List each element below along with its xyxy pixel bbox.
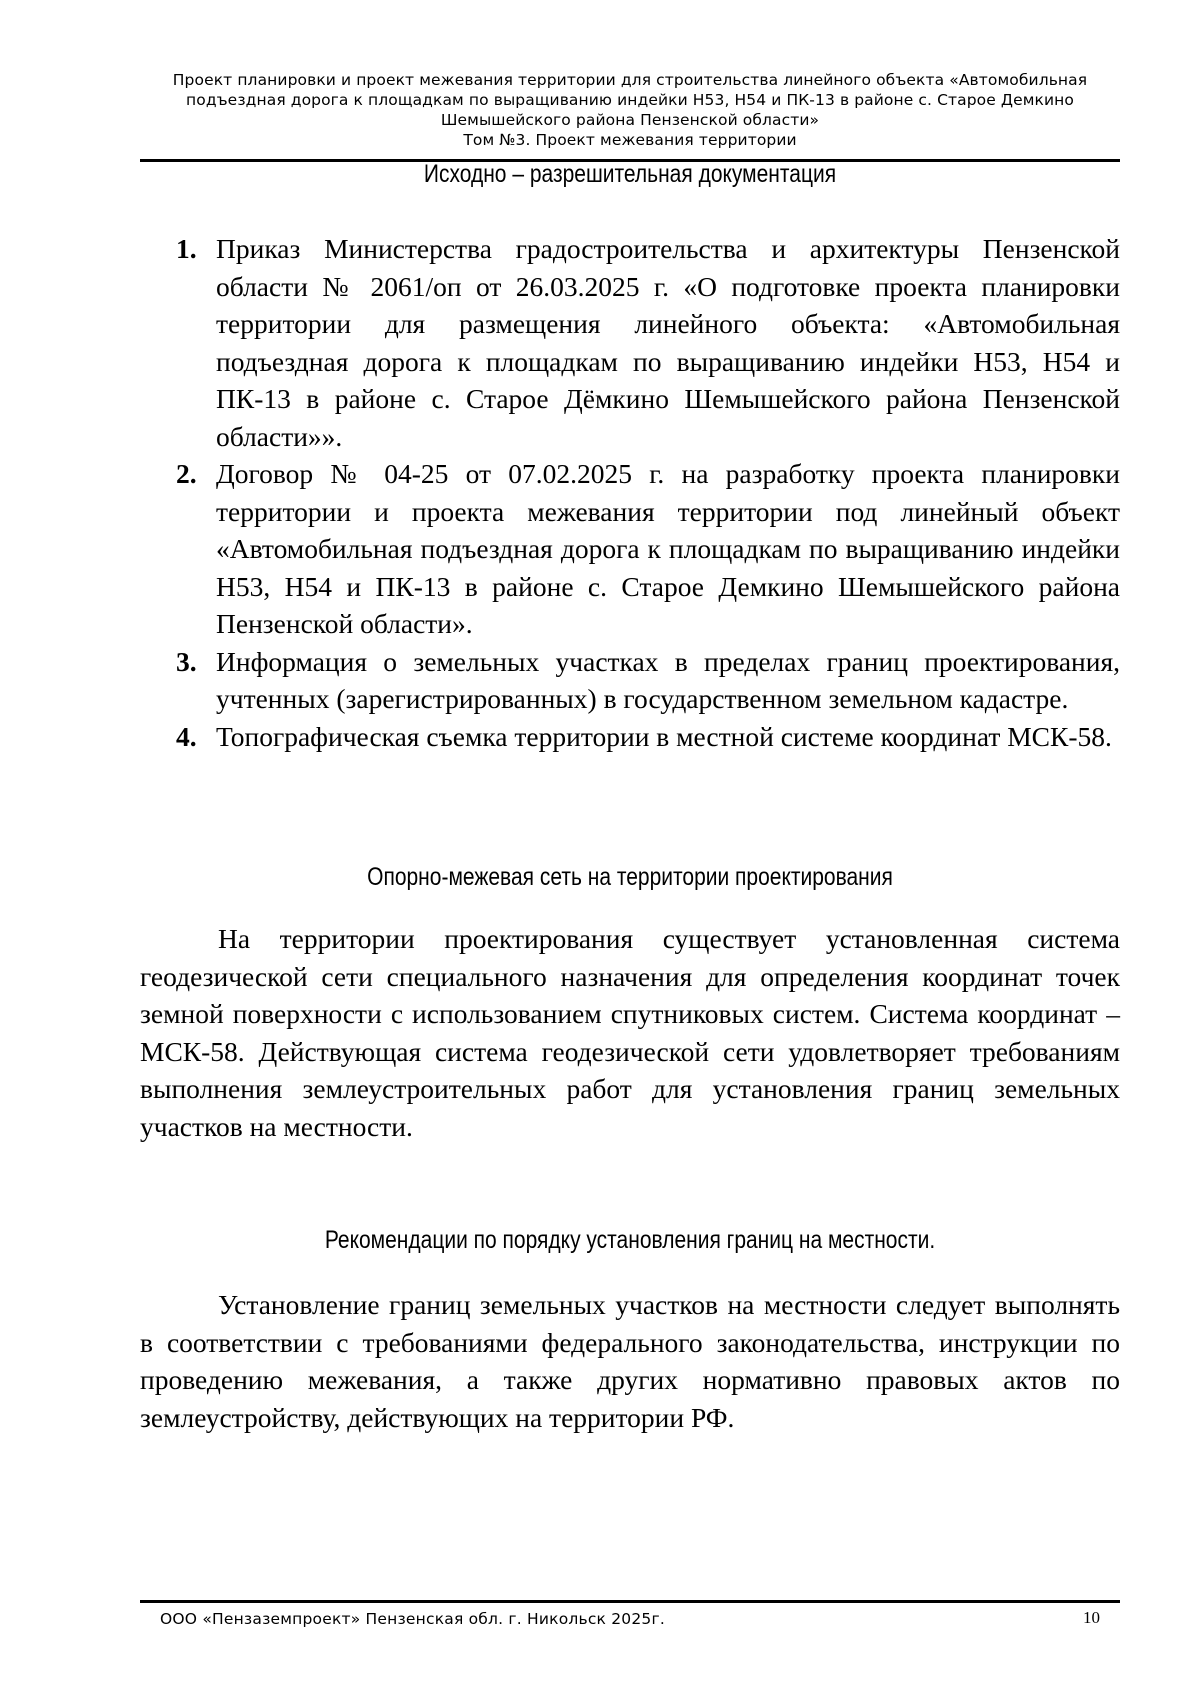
list-item-number: 4. — [176, 720, 197, 752]
header-line-2: подъездная дорога к площадкам по выращиванию индейки Н53, Н54 и ПК-13 в районе с. Старое Демкино — [186, 91, 1074, 109]
list-item — [140, 455, 1120, 643]
list-item-text: Договор № 04-25 от 07.02.2025 г. на разработку проекта планировки территории и проекта межевания территории под линейный объект «Автомобильная подъездная дорога к площадкам по выращиванию индейки Н53, Н54 и ПК-13 в районе с. Старое Демкино Шемышейского района Пензенской области». — [216, 458, 1120, 639]
list-item-number: 1. — [176, 233, 197, 264]
list-item-number: 3. — [176, 645, 197, 677]
page-header — [140, 70, 1120, 150]
list-item-text: Приказ Министерства градостроительства и архитектуры Пензенской области № 2061/оп от 26.03.2025 г. «О подготовке проекта планировки территории для размещения линейного объекта: «Автомобильная подъездная дорога к площадкам по выращиванию индейки Н53, Н54 и ПК-13 в районе с. Старое Дёмкино Шемышейского района Пензенской области»». — [216, 233, 1120, 452]
footer-company: ООО «Пензаземпроект» Пензенская обл. г. Никольск 2025г. — [160, 1610, 665, 1628]
header-line-3: Шемышейского района Пензенской области» — [440, 111, 820, 129]
initial-docs-list — [140, 230, 1120, 755]
header-line-1: Проект планировки и проект межевания территории для строительства линейного объекта «Автомобильная — [172, 71, 1088, 89]
page-number: 10 — [1083, 1608, 1100, 1627]
recommendations-paragraph: Установление границ земельных участков на местности следует выполнять в соответствии с требованиями федерального законодательства, инструкции по проведению межевания, а также других нормативно правовых актов по землеустройству, действующих на территории РФ. — [140, 1289, 1120, 1433]
network-paragraph: На территории проектирования существует установленная система геодезической сети специального назначения для определения координат точек земной поверхности с использованием спутниковых систем. Система координат – МСК-58. Действующая система геодезической сети удовлетворяет требованиям выполнения землеустроительных работ для установления границ земельных участков на местности. — [140, 923, 1120, 1142]
network-heading: Опорно-межевая сеть на территории проектирования — [367, 863, 893, 891]
recommendations-heading: Рекомендации по порядку установления границ на местности. — [324, 1226, 936, 1254]
initial-docs-heading: Исходно – разрешительная документация — [423, 160, 837, 188]
list-item — [140, 718, 1120, 756]
header-line-4: Том №3. Проект межевания территории — [463, 131, 797, 149]
list-item-text: Информация о земельных участках в пределах границ проектирования, учтенных (зарегистрированных) в государственном земельном кадастре. — [216, 645, 1120, 714]
list-item — [140, 643, 1120, 718]
footer-divider — [140, 1600, 1120, 1603]
list-item-text: Топографическая съемка территории в местной системе координат МСК-58. — [216, 720, 1112, 752]
list-item-number: 2. — [176, 458, 197, 489]
list-item — [140, 230, 1120, 455]
